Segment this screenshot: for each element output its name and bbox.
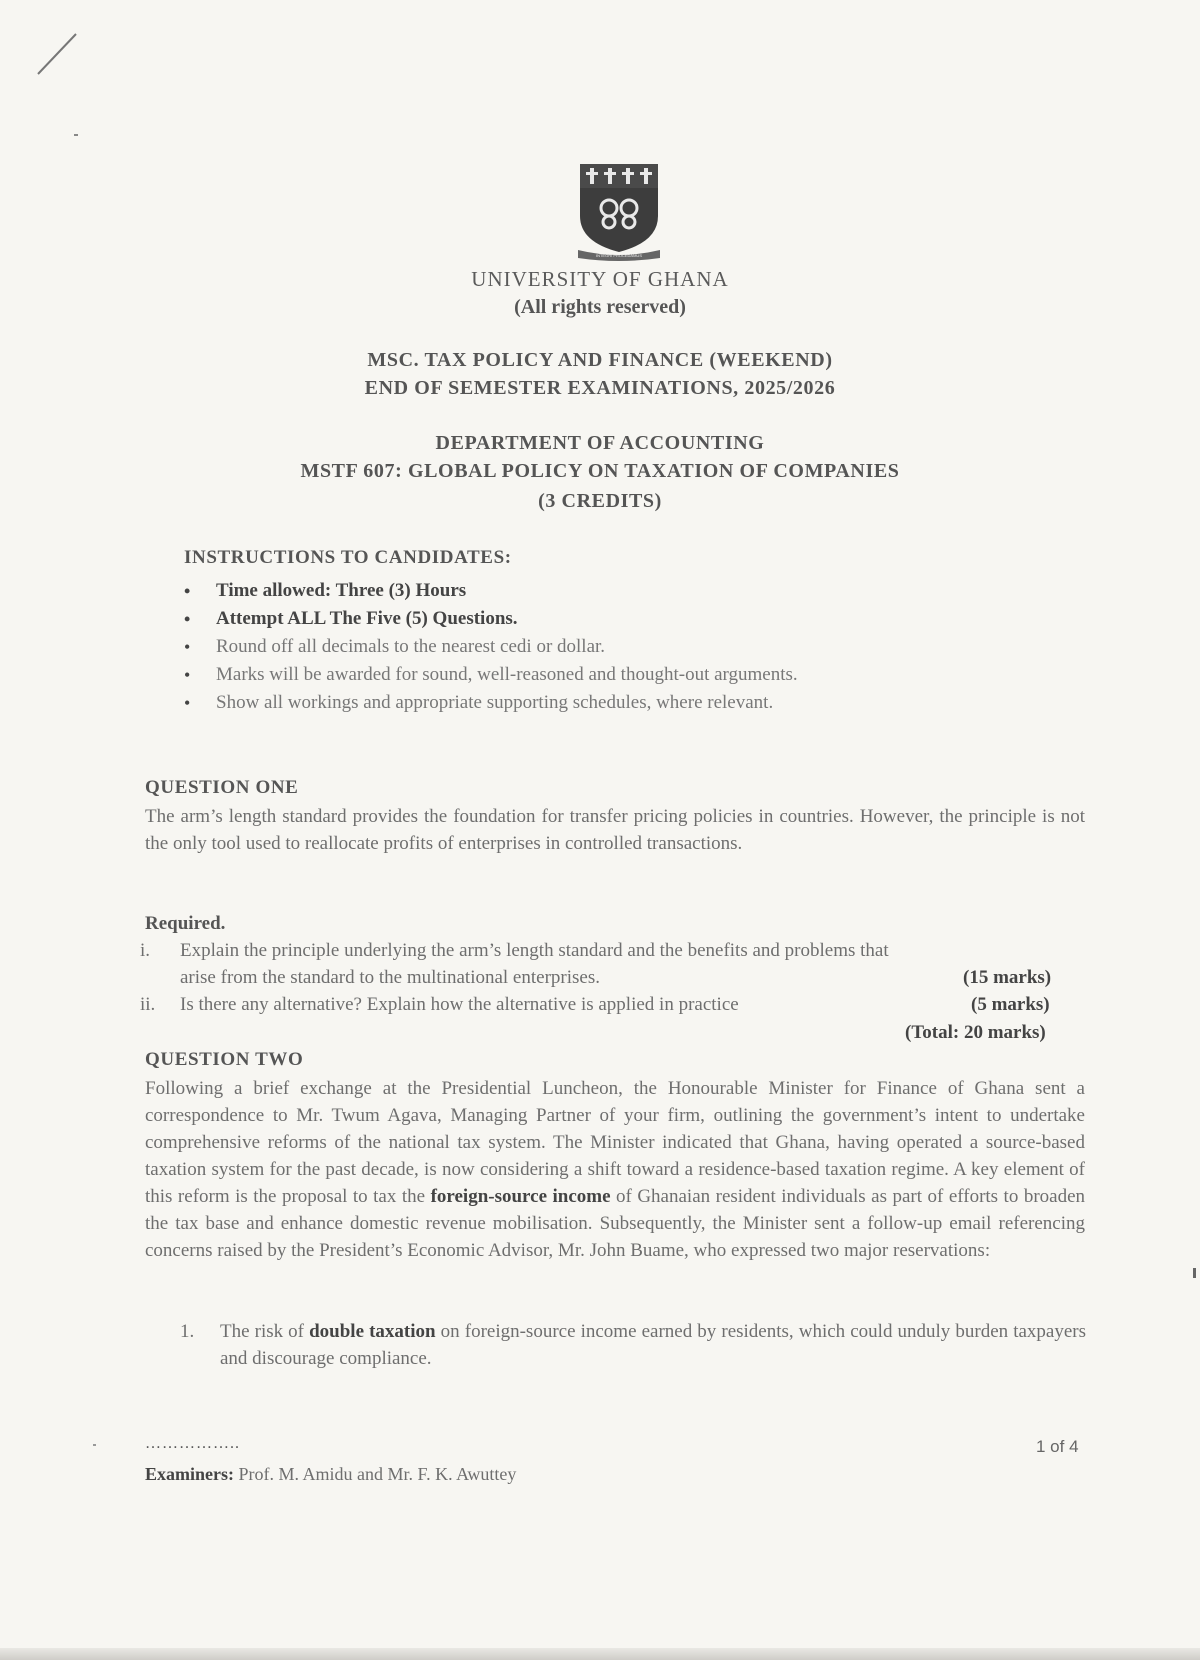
examiners-names: Prof. M. Amidu and Mr. F. K. Awuttey [234, 1464, 517, 1484]
marks-label: (5 marks) [971, 994, 1050, 1015]
course-credits: (3 CREDITS) [538, 490, 662, 512]
item-text [220, 1318, 1086, 1372]
exam-title: END OF SEMESTER EXAMINATIONS, 2025/2026 [364, 377, 836, 399]
item-number: ii. [140, 994, 156, 1015]
examiners-label: Examiners: [145, 1464, 234, 1484]
instruction-item: • Round off all decimals to the nearest cedi or dollar. [184, 633, 798, 661]
instructions-title: INSTRUCTIONS TO CANDIDATES: [184, 547, 512, 568]
department-name: DEPARTMENT OF ACCOUNTING [435, 432, 765, 454]
university-name: UNIVERSITY OF GHANA [471, 267, 729, 291]
page-number: 1 of 4 [1036, 1437, 1079, 1456]
scan-speck [93, 1444, 96, 1446]
instructions-list [184, 577, 798, 717]
instruction-item: • Marks will be awarded for sound, well-reasoned and thought-out arguments. [184, 661, 798, 689]
instruction-item: • Time allowed: Three (3) Hours [184, 577, 798, 605]
item-number: i. [140, 940, 151, 961]
instruction-item: • Attempt ALL The Five (5) Questions. [184, 605, 798, 633]
marks-label: (15 marks) [963, 967, 1052, 988]
total-marks-label: (Total: 20 marks) [905, 1022, 1046, 1043]
item-number: 1. [180, 1321, 195, 1342]
pen-stroke-mark [34, 30, 94, 90]
body-text: Following a brief exchange at the Presidential Luncheon, the Honourable Minister for Finance of Ghana sent a correspondence to Mr. Twum Agava, Managing Partner of your firm, outlining the government’s intent to undertake comprehensive reforms of the national tax system. The Minister indicated that Ghana, having operated a source-based taxation system for the past decade, is now considering a shift toward a residence-based taxation regime. A key element of this reform is the proposal to tax the [145, 1078, 1085, 1207]
question-one-title: QUESTION ONE [145, 777, 299, 798]
footer-dots: …………….. [145, 1435, 240, 1452]
scan-speck [1193, 1268, 1196, 1278]
programme-title: MSC. TAX POLICY AND FINANCE (WEEKEND) [367, 349, 833, 371]
item-text: Explain the principle underlying the arm’s length standard and the benefits and problems that [180, 940, 889, 961]
item-text: arise from the standard to the multinational enterprises. [180, 967, 600, 988]
text-part: on foreign-source income earned by residents, which could unduly burden taxpayers and discourage compliance. [220, 1321, 1086, 1369]
key-term: foreign-source income [430, 1186, 611, 1207]
text-part: The risk of [220, 1321, 310, 1342]
question-one-body: The arm’s length standard provides the foundation for transfer pricing policies in countries. However, the principle is not the only tool used to reallocate profits of enterprises in controlled transactions. [145, 806, 1085, 854]
question-two-title: QUESTION TWO [145, 1049, 304, 1070]
body-text: of Ghanaian resident individuals as part of efforts to broaden the tax base and enhance domestic revenue mobilisation. Subsequently, the Minister sent a follow-up email referencing concerns raised by the President’s Economic Advisor, Mr. John Buame, who expressed two major reservations: [145, 1186, 1086, 1261]
question-two-body [145, 1075, 1085, 1264]
reservations-list-item [180, 1318, 1086, 1372]
key-term: double taxation [309, 1321, 436, 1342]
university-crest-logo [574, 160, 664, 264]
required-label: Required. [145, 913, 226, 934]
course-title: MSTF 607: GLOBAL POLICY ON TAXATION OF COMPANIES [300, 460, 900, 482]
scan-speck [74, 134, 78, 136]
crest-motto: INTEGRI PROCEDAMUS [595, 253, 643, 258]
item-text: Is there any alternative? Explain how the alternative is applied in practice [180, 994, 739, 1015]
instruction-item: • Show all workings and appropriate supporting schedules, where relevant. [184, 689, 798, 717]
examiners-line [145, 1464, 516, 1485]
scan-bottom-edge [0, 1648, 1200, 1660]
rights-notice: (All rights reserved) [514, 296, 686, 318]
